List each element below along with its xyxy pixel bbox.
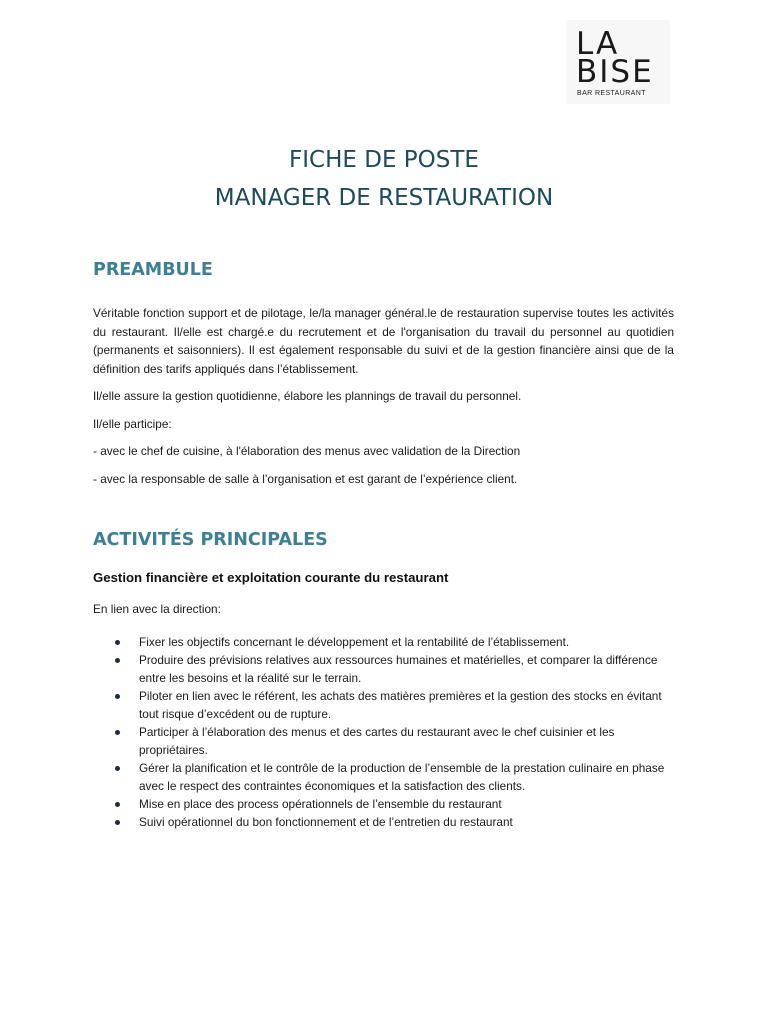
preambule-paragraph: Il/elle participe: (93, 417, 172, 431)
activites-intro: En lien avec la direction: (93, 602, 221, 616)
preambule-paragraph: Véritable fonction support et de pilotage, le/la manager général.le de restauration supervise toutes les activités du restaurant. Il/elle est chargé.e du recrutement et de l'organisation du travail du personnel au quotidien (permanents et saisonniers). Il est également responsable du suivi et de la gestion financière ainsi que de la définition des tarifs appliqués dans l’établissement. (93, 306, 674, 376)
bullet-icon (115, 802, 120, 807)
list-item-text: Suivi opérationnel du bon fonctionnement et de l’entretien du restaurant (139, 815, 513, 829)
list-item-text: Fixer les objectifs concernant le développement et la rentabilité de l’établissement. (139, 635, 570, 649)
logo-subtitle: BAR RESTAURANT (577, 90, 646, 97)
section-heading-activites: ACTIVITÉS PRINCIPALES (93, 530, 328, 550)
bullet-icon (115, 730, 120, 735)
logo-text-la: LA (576, 26, 620, 62)
list-item-text: Piloter en lien avec le référent, les achats des matières premières et la gestion des stocks en évitant tout risque d’excédent ou de rupture. (139, 689, 662, 721)
bullet-icon (115, 766, 120, 771)
bullet-icon (115, 640, 120, 645)
bullet-icon (115, 820, 120, 825)
list-item (113, 633, 673, 651)
list-item (113, 651, 673, 687)
document-title-line2: MANAGER DE RESTAURATION (214, 185, 554, 211)
list-item-text: Participer à l’élaboration des menus et des cartes du restaurant avec le chef cuisinier et les propriétaires. (139, 725, 615, 757)
subsection-heading-gestion: Gestion financière et exploitation courante du restaurant (93, 570, 449, 585)
list-item (113, 813, 673, 831)
logo-text-bise: BISE (576, 54, 654, 90)
activites-bullet-list (113, 633, 673, 831)
list-item (113, 759, 673, 795)
restaurant-logo (566, 20, 670, 104)
list-item (113, 795, 673, 813)
preambule-paragraph: Il/elle assure la gestion quotidienne, élabore les plannings de travail du personnel. (93, 389, 522, 403)
section-heading-preambule: PREAMBULE (93, 260, 213, 280)
list-item-text: Mise en place des process opérationnels de l’ensemble du restaurant (139, 797, 502, 811)
bullet-icon (115, 658, 120, 663)
preambule-paragraph: - avec le chef de cuisine, à l'élaboration des menus avec validation de la Direction (93, 444, 521, 458)
list-item (113, 723, 673, 759)
list-item (113, 687, 673, 723)
document-title-line1: FICHE DE POSTE (289, 147, 479, 173)
list-item-text: Produire des prévisions relatives aux ressources humaines et matérielles, et comparer la différence entre les besoins et la réalité sur le terrain. (139, 653, 658, 685)
preambule-paragraph: - avec la responsable de salle à l’organisation et est garant de l’expérience client. (93, 472, 518, 486)
list-item-text: Gérer la planification et le contrôle de la production de l’ensemble de la prestation culinaire en phase avec le respect des contraintes économiques et la satisfaction des clients. (139, 761, 665, 793)
bullet-icon (115, 694, 120, 699)
